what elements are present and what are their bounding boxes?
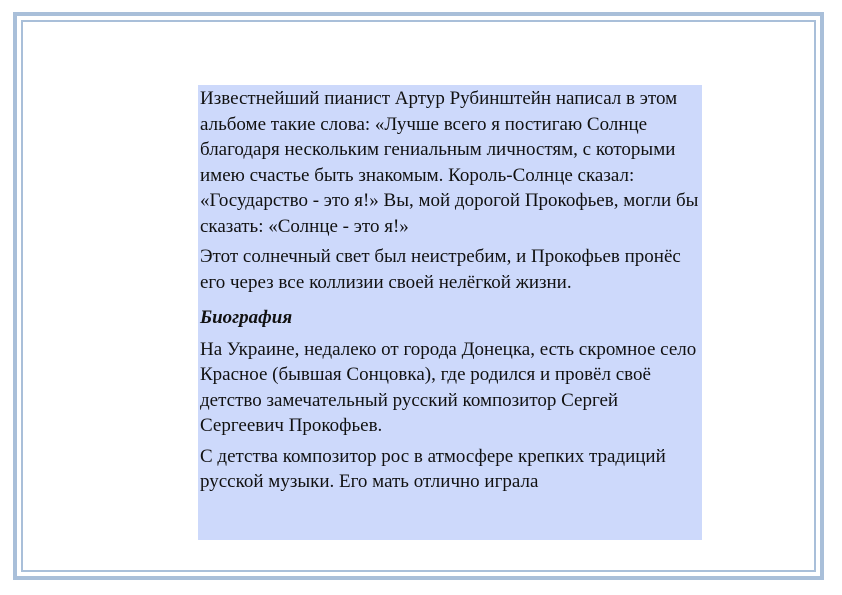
paragraph-birthplace: На Украине, недалеко от города Донецка, есть скромное село Красное (бывшая Сонцовка), где родился и провёл своё детство замечательный русский композитор Сергей Сергеевич Прокофьев. xyxy=(200,338,697,436)
text-box[interactable] xyxy=(198,85,702,540)
section-heading-biography: Биография xyxy=(200,307,293,328)
paragraph-childhood: С детства композитор рос в атмосфере крепких традиций русской музыки. Его мать отлично играла xyxy=(200,445,666,492)
paragraph-sunlight: Этот солнечный свет был неистребим, и Прокофьев пронёс его через все коллизии своей нелёгкой жизни. xyxy=(200,246,681,293)
text-box-content xyxy=(198,85,702,495)
paragraph-quote: Известнейший пианист Артур Рубинштейн написал в этом альбоме такие слова: «Лучше всего я постигаю Солнце благодаря нескольким гениальным личностям, с которыми имею счастье быть знакомым. Король-Солнце сказал: «Государство - это я!» Вы, мой дорогой Прокофьев, могли бы сказать: «Солнце - это я!» xyxy=(200,88,699,237)
